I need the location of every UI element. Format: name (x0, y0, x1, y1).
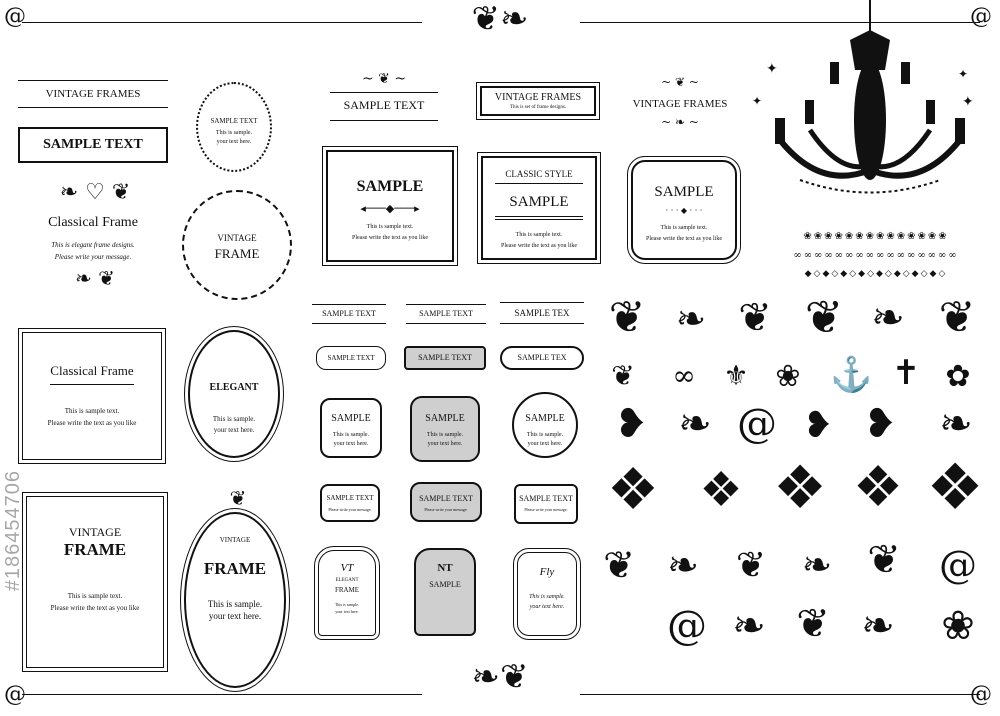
label-line: This is sample. (526, 432, 564, 438)
vintage-frame-box (26, 496, 164, 668)
label-line: your text here. (529, 604, 565, 610)
label-line: your text here. (427, 441, 463, 447)
laurel-branch-icon: ❧ (675, 299, 707, 340)
wreath-frame-1-line2: your text here. (216, 139, 252, 145)
chain-border-icon: ◆◇◆◇◆◇◆◇◆◇◆◇◆◇◆◇ (804, 269, 948, 279)
oval-frame-elegant-line2: your text here. (213, 426, 255, 434)
corner-ornament-icon: ❧ (732, 603, 766, 649)
corner-ornament-icon: ❧ (861, 603, 895, 649)
border-bottom-rule-right (580, 694, 980, 695)
label-line: your text here. (333, 441, 369, 447)
classical-frame-box (22, 332, 162, 460)
col4-frame-kicker: CLASSIC STYLE (505, 169, 573, 179)
wreath-frame-1-line1: This is sample. (215, 130, 253, 136)
col4-header-title: VINTAGE FRAMES (494, 92, 582, 103)
anchor-icon: ⚓ (830, 355, 873, 395)
divider (50, 384, 134, 385)
label-title: SAMPLE (429, 580, 461, 589)
swirl-icon: @ (737, 401, 777, 447)
banner-title: VINTAGE FRAMES (45, 88, 141, 100)
col3-frame-line2: Please write the text as you like (352, 235, 428, 241)
laurel-wreath-icon: ❦ (804, 290, 844, 344)
divider (495, 216, 583, 217)
lotus-icon: ❀ (775, 359, 801, 394)
corner-ornament-icon: @ (667, 603, 707, 649)
label-monogram: VT (340, 562, 354, 574)
oval-frame-vintage-line1: This is sample. (207, 599, 263, 609)
star-icon: ✦ (962, 94, 974, 110)
acanthus-icon: ❧ (939, 401, 973, 447)
label-line: This is sample. (334, 602, 360, 607)
col5-frame-line2: Please write the text as you like (646, 236, 722, 242)
laurel-wreath-icon: ❦ (738, 295, 772, 341)
label-line: Please write your message. (328, 507, 372, 512)
label-title: SAMPLE (525, 413, 565, 424)
vintage-frame-box-line1: This is sample text. (67, 592, 123, 600)
label-frame-grey (410, 396, 480, 462)
classical-frame-box-title: Classical Frame (50, 363, 134, 378)
fleur-de-lis-icon: ⚜ (723, 359, 749, 392)
star-icon: ✦ (752, 94, 763, 108)
header-rule (330, 120, 438, 121)
label-text: SAMPLE TEX (514, 308, 570, 318)
corner-ornament-icon: ❀ (941, 603, 975, 649)
damask-icon: ❖ (773, 453, 827, 523)
label-line: This is sample. (332, 432, 370, 438)
star-icon: ✦ (766, 61, 778, 77)
corner-ornament-icon: ❦ (867, 537, 901, 583)
wing-outline-icon: ❥ (802, 405, 834, 446)
label-line: This is sample. (529, 594, 565, 600)
knot-icon: ∞ (672, 359, 696, 392)
corner-curl-icon: @ (970, 4, 992, 29)
header-flourish-icon: ~ ❦ ~ (361, 71, 407, 87)
laurel-wreath-icon: ❦ (608, 292, 646, 343)
col5-header: VINTAGE FRAMES (632, 98, 728, 110)
label-text: SAMPLE TEX (517, 353, 567, 362)
col5-frame-title: SAMPLE (654, 184, 714, 200)
stock-id-watermark: #186454706 (2, 470, 24, 592)
lotus-outline-icon: ✿ (945, 359, 971, 394)
chain-border-icon: ❀❀❀❀❀❀❀❀❀❀❀❀❀❀ (803, 231, 949, 242)
star-icon: ✦ (958, 67, 969, 81)
classical-frame-line2: Please write your message. (54, 253, 132, 261)
label-frame (514, 484, 578, 524)
col3-frame-line1: This is sample text. (366, 224, 414, 230)
damask-icon: ❖ (926, 451, 984, 525)
damask-icon: ❖ (699, 462, 743, 518)
border-top-rule (22, 22, 422, 23)
col4-header-sub: This is set of frame designs. (509, 105, 567, 110)
label-title: SAMPLE (331, 413, 371, 424)
classical-frame-line1: This is elegant frame designs. (51, 241, 135, 249)
label-line: This is sample. (426, 432, 464, 438)
fleuron-icon: ❦ (611, 359, 635, 392)
label-line: Please write your message. (424, 507, 468, 512)
laurel-branch-icon: ❧ (871, 295, 905, 341)
oval-frame-vintage-line2: your text here. (208, 611, 262, 621)
divider (495, 183, 583, 184)
chain-border-icon: ∞∞∞∞∞∞∞∞∞∞∞∞∞∞∞∞ (793, 250, 959, 261)
label-line: Please write your message. (524, 507, 568, 512)
vintage-frame-box-title2: FRAME (63, 540, 127, 559)
header-flourish-icon: ~ ❧ ~ (661, 115, 699, 129)
heart-flourish-icon: ❧ ♡ ❦ (59, 180, 131, 205)
oval-frame-elegant-line1: This is sample. (212, 415, 256, 423)
col4-frame-title: SAMPLE (509, 194, 569, 210)
label-text: SAMPLE TEXT (322, 309, 376, 318)
corner-ornament-icon: @ (939, 543, 977, 587)
label-text: SAMPLE TEXT (418, 353, 472, 362)
banner-sample-title: SAMPLE TEXT (43, 137, 143, 152)
acanthus-icon: ❧ (678, 401, 712, 447)
corner-ornament-icon: ❧ (801, 545, 833, 586)
header-flourish-icon: ~ ❦ ~ (661, 75, 699, 89)
label-frame (320, 398, 382, 458)
wreath-frame-2-title2: FRAME (214, 246, 260, 261)
arrow-divider-icon: ◂───◆───▸ (360, 202, 420, 215)
cross-icon: ✝ (891, 353, 921, 393)
heart-flourish-icon: ❧ ❦ (75, 266, 115, 290)
crown-ornament-icon: ❦ (229, 486, 247, 510)
oval-frame-elegant-title: ELEGANT (209, 382, 259, 393)
wreath-frame-1-title: SAMPLE TEXT (210, 117, 258, 125)
col3-frame-title: SAMPLE (356, 178, 424, 195)
wing-icon: ❥ (863, 401, 897, 447)
wreath-frame-2 (182, 190, 292, 300)
corner-ornament-icon: ❦ (603, 543, 635, 587)
oval-frame-vintage-title1: VINTAGE (219, 536, 251, 544)
divider (495, 219, 583, 220)
label-monogram: Fly (539, 566, 555, 578)
col4-frame-line1: This is sample text. (515, 232, 563, 238)
vintage-frame-box-line2: Please write the text as you like (50, 604, 140, 612)
label-title: ELEGANT (335, 578, 359, 583)
label-line: your text here. (335, 609, 359, 614)
vintage-frame-box-title1: VINTAGE (68, 525, 122, 539)
chandelier-icon (760, 0, 980, 210)
corner-curl-icon: @ (4, 682, 26, 707)
laurel-wreath-icon: ❦ (938, 292, 976, 343)
dotted-divider-icon: · · · ◆ · · · (665, 206, 703, 215)
wing-icon: ❥ (614, 401, 648, 447)
label-title: SAMPLE TEXT (326, 494, 374, 502)
label-text: SAMPLE TEXT (327, 354, 375, 362)
top-flourish-icon: ❦❧ (471, 0, 529, 39)
corner-ornament-icon: ❧ (667, 543, 699, 587)
label-title: FRAME (334, 586, 360, 594)
corner-ornament-icon: ❦ (735, 545, 767, 586)
classical-frame-title: Classical Frame (48, 215, 138, 230)
bottom-flourish-icon: ❧❦ (471, 657, 529, 697)
wreath-frame-2-title1: VINTAGE (217, 233, 257, 243)
label-title: SAMPLE TEXT (419, 494, 473, 503)
corner-ornament-icon: ❦ (796, 601, 830, 647)
label-line: your text here. (527, 441, 563, 447)
col5-frame-line1: This is sample text. (660, 225, 708, 231)
damask-icon: ❖ (852, 455, 904, 520)
wreath-frame-1 (196, 82, 272, 172)
corner-curl-icon: @ (970, 682, 992, 707)
col4-frame-line2: Please write the text as you like (501, 243, 577, 249)
oval-frame-elegant (188, 330, 280, 458)
classical-frame-box-line1: This is sample text. (64, 407, 120, 415)
label-text: SAMPLE TEXT (419, 309, 473, 318)
oval-frame-vintage-title2: FRAME (203, 559, 267, 578)
label-frame (320, 484, 380, 522)
border-bottom-rule (22, 694, 422, 695)
label-title: SAMPLE (425, 413, 465, 424)
label-frame (512, 392, 578, 458)
col3-header: SAMPLE TEXT (343, 98, 425, 112)
header-rule (330, 92, 438, 93)
label-title: SAMPLE TEXT (519, 494, 573, 503)
corner-curl-icon: @ (4, 4, 26, 29)
classical-frame-box-line2: Please write the text as you like (47, 419, 137, 427)
label-monogram: NT (437, 562, 453, 574)
damask-icon: ❖ (607, 455, 659, 523)
